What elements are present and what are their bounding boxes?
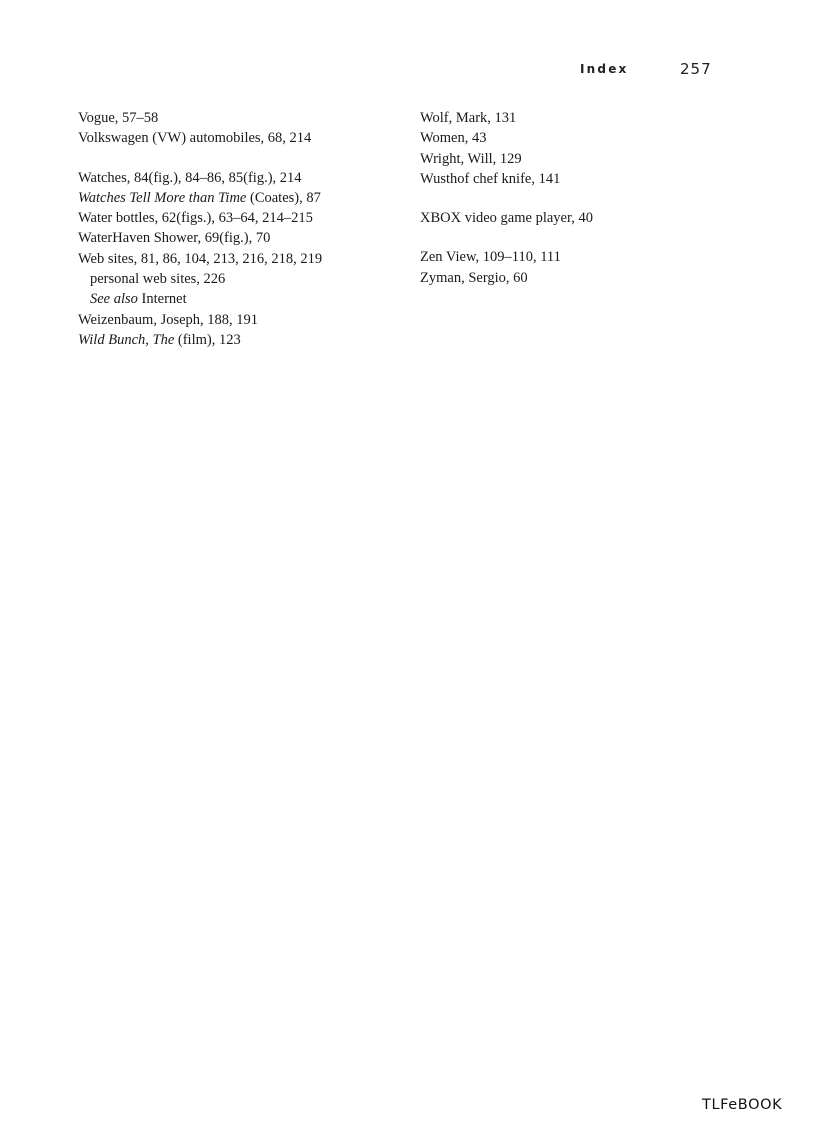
index-entry-text: XBOX video game player, 40 <box>420 210 593 227</box>
index-entry-text: Wolf, Mark, 131 <box>420 110 517 126</box>
index-entry-text: WaterHaven Shower, 69(fig.), 70 <box>78 230 271 247</box>
footer-watermark: TLFeBOOK <box>702 1097 783 1113</box>
index-entry <box>78 108 398 128</box>
index-column-left <box>78 108 398 350</box>
index-entry <box>78 330 398 350</box>
index-entry-text: Water bottles, 62(figs.), 63–64, 214–215 <box>78 210 313 227</box>
index-entry-text: Zen View, 109–110, 111 <box>420 249 561 266</box>
index-entry <box>78 208 398 228</box>
index-entry-text: Wusthof chef knife, 141 <box>420 170 561 187</box>
index-subentry <box>78 289 398 309</box>
index-entry-text: (film), 123 <box>174 331 241 348</box>
index-entry <box>78 228 398 248</box>
index-entry <box>78 249 398 269</box>
index-entry-text: Wright, Will, 129 <box>420 150 522 167</box>
index-entry <box>78 168 398 188</box>
index-entry <box>78 188 398 208</box>
index-entry-text: Volkswagen (VW) automobiles, 68, 214 <box>78 130 312 147</box>
running-head: Index <box>580 62 629 76</box>
index-column-right <box>420 108 740 288</box>
index-entry <box>420 268 740 288</box>
index-entry <box>78 128 398 148</box>
index-entry <box>420 149 740 169</box>
index-entry-text: Web sites, 81, 86, 104, 213, 216, 218, 219 <box>78 250 323 267</box>
index-entry-italic-text: Watches Tell More than Time <box>78 189 247 206</box>
page-number: 257 <box>680 60 712 78</box>
index-entry-italic-text: Wild Bunch, The <box>78 331 175 348</box>
index-entry <box>420 169 740 189</box>
index-entry-text: Vogue, 57–58 <box>78 110 159 126</box>
index-entry-text: Internet <box>137 291 187 308</box>
index-entry-text: Weizenbaum, Joseph, 188, 191 <box>78 311 259 328</box>
index-entry-text: (Coates), 87 <box>246 189 321 206</box>
index-entry <box>420 108 740 128</box>
index-entry <box>420 128 740 148</box>
page-header <box>560 60 760 80</box>
index-subentry <box>78 269 398 289</box>
index-entry-italic-text: See also <box>90 291 138 308</box>
index-entry <box>78 310 398 330</box>
index-entry-text: Women, 43 <box>420 130 487 147</box>
index-entry <box>420 247 740 267</box>
index-entry <box>420 208 740 228</box>
index-entry-text: Zyman, Sergio, 60 <box>420 269 528 286</box>
index-entry-text: Watches, 84(fig.), 84–86, 85(fig.), 214 <box>78 169 302 186</box>
index-entry-text: personal web sites, 226 <box>90 271 226 288</box>
